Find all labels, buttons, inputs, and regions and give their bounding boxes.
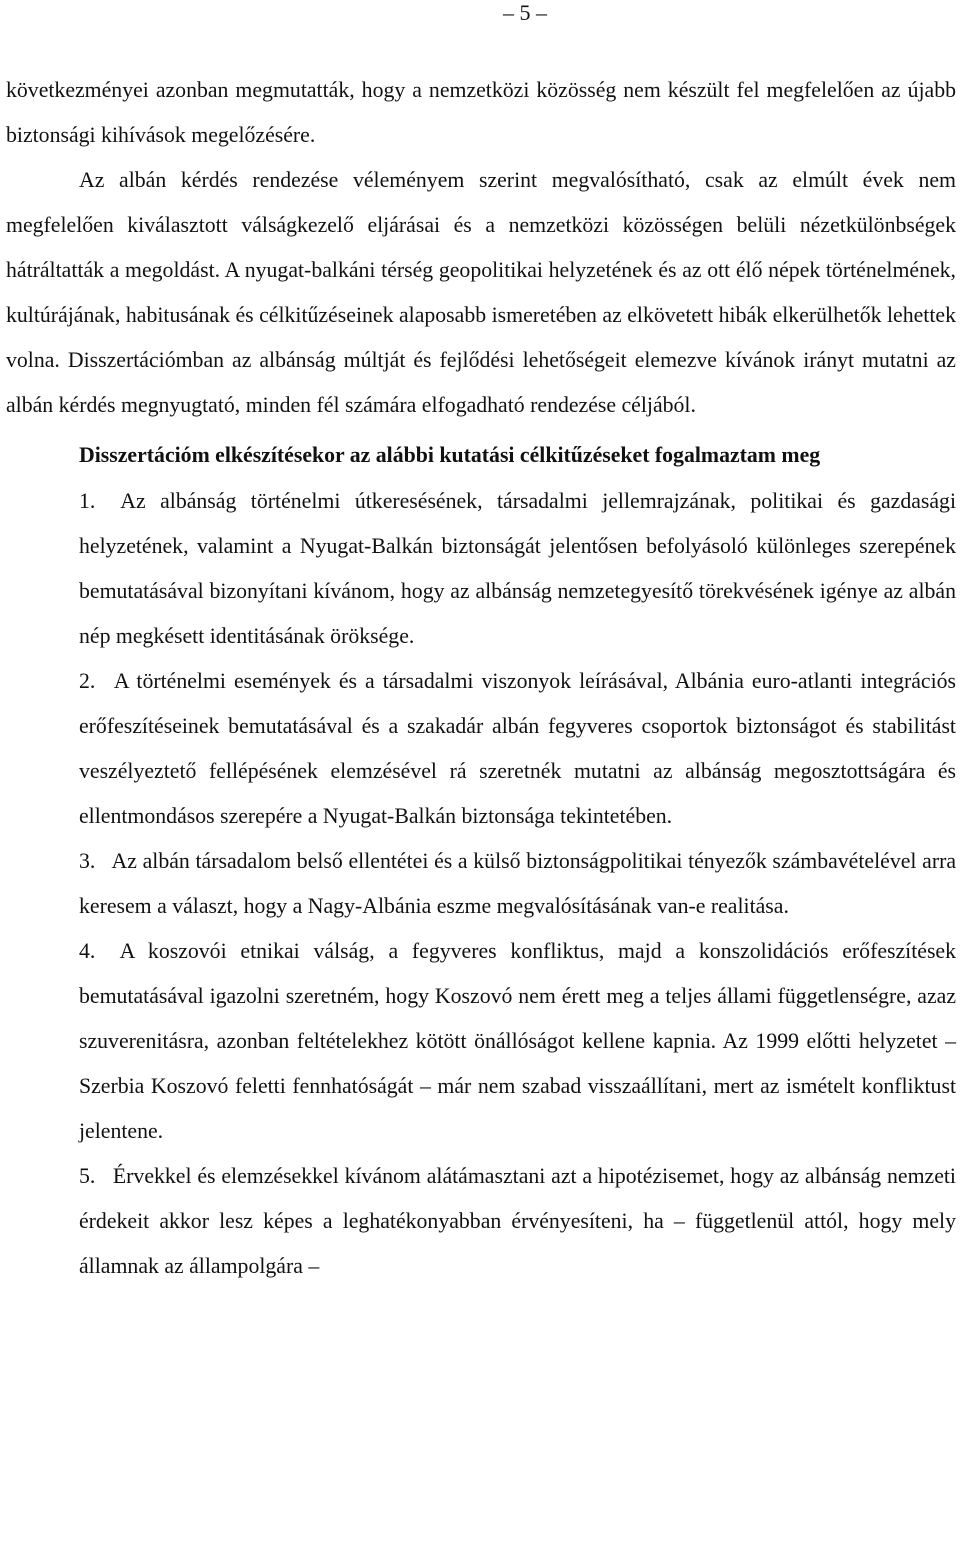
research-goals-list xyxy=(6,479,956,1289)
goal-text: A koszovói etnikai válság, a fegyveres konfliktus, majd a konszolidációs erőfeszítések bemutatásával igazolni szeretném, hogy Koszovó nem érett meg a teljes állami függetlenségre, azaz szuverenitásra, azonban feltételekhez kötött önállóságot kellene kapnia. Az 1999 előtti helyzetet – Szerbia Koszovó feletti fennhatóságát – már nem szabad visszaállítani, mert az ismételt konfliktust jelentene. xyxy=(79,939,956,1143)
page-number: – 5 – xyxy=(503,0,547,25)
goal-number: 2. xyxy=(79,669,96,693)
goal-item-5 xyxy=(6,1154,956,1289)
goal-number: 1. xyxy=(79,489,96,513)
goal-text: A történelmi események és a társadalmi viszonyok leírásával, Albánia euro-atlanti integrációs erőfeszítéseinek bemutatásával és a szakadár albán fegyveres csoportok biztonságot és stabilitást veszélyeztető fellépésének elemzésével rá szeretnék mutatni az albánság megosztottságára és ellentmondásos szerepére a Nyugat-Balkán biztonsága tekintetében. xyxy=(79,669,957,828)
goal-item-1 xyxy=(6,479,956,659)
goal-item-3 xyxy=(6,839,956,929)
goal-text: Az albán társadalom belső ellentétei és a külső biztonságpolitikai tényezők számbavételével arra keresem a választ, hogy a Nagy-Albánia eszme megvalósításának van-e realitása. xyxy=(79,849,957,918)
research-goals-heading: Disszertációm elkészítésekor az alábbi kutatási célkitűzéseket fogalmaztam meg xyxy=(79,443,821,467)
goal-text: Az albánság történelmi útkeresésének, társadalmi jellemrajzának, politikai és gazdasági helyzetének, valamint a Nyugat-Balkán biztonságát jelentősen befolyásoló különleges szerepének bemutatásával bizonyítani kívánom, hogy az albánság nemzetegyesítő törekvésének igénye az albán nép megkésett identitásának öröksége. xyxy=(79,489,957,648)
body-text xyxy=(6,68,956,1289)
goal-number: 3. xyxy=(79,849,96,873)
intro-paragraph: Az albán kérdés rendezése véleményem szerint megvalósítható, csak az elmúlt évek nem megfelelően kiválasztott válságkezelő eljárásai és a nemzetközi közösségen belüli nézetkülönbségek hátráltatták a megoldást. A nyugat-balkáni térség geopolitikai helyzetének és az ott élő népek történelmének, kultúrájának, habitusának és célkitűzéseinek alaposabb ismeretében az elkövetett hibák elkerülhetők lehettek volna. Disszertációmban az albánság múltját és fejlődési lehetőségeit elemezve kívánok irányt mutatni az albán kérdés megnyugtató, minden fél számára elfogadható rendezése céljából. xyxy=(6,168,956,417)
intro-paragraph-continued: következményei azonban megmutatták, hogy a nemzetközi közösség nem készült fel megfelelően az újabb biztonsági kihívások megelőzésére. xyxy=(6,78,956,147)
goal-number: 5. xyxy=(79,1164,96,1188)
goal-item-4 xyxy=(6,929,956,1154)
goal-number: 4. xyxy=(79,939,96,963)
goal-text: Érvekkel és elemzésekkel kívánom alátámasztani azt a hipotézisemet, hogy az albánság nemzeti érdekeit akkor lesz képes a leghatékonyabban érvényesíteni, ha – függetlenül attól, hogy mely államnak az állampolgára – xyxy=(79,1164,956,1278)
goal-item-2 xyxy=(6,659,956,839)
